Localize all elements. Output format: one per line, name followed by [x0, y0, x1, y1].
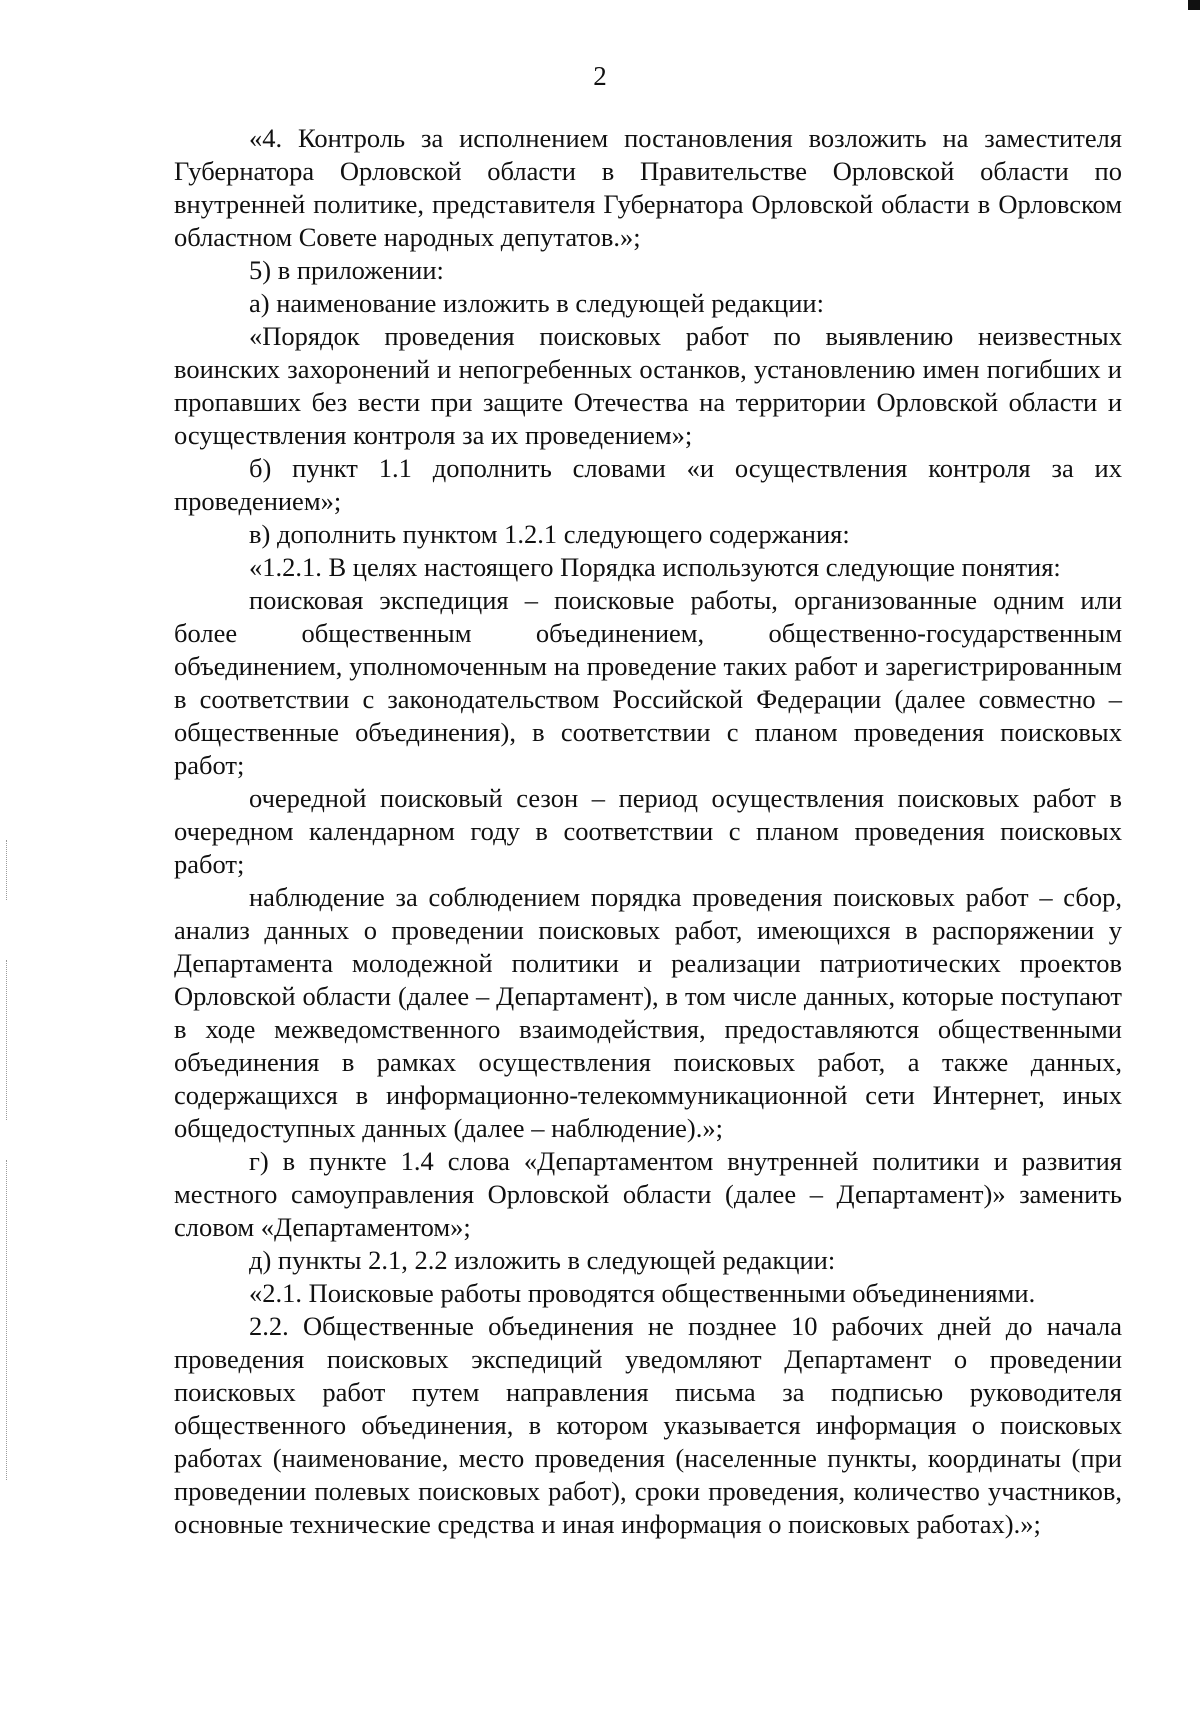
- paragraph: б) пункт 1.1 дополнить словами «и осуществления контроля за их проведением»;: [174, 453, 1122, 516]
- scan-margin-dots: [6, 840, 9, 900]
- paragraph: «4. Контроль за исполнением постановления возложить на заместителя Губернатора Орловской области в Правительстве Орловской области по внутренней политике, представителя Губернатора Орловской области в Орловском областном Совете народных депутатов.»;: [174, 123, 1122, 252]
- paragraph: 2.2. Общественные объединения не позднее 10 рабочих дней до начала проведения поисковых экспедиций уведомляют Департамент о проведении поисковых работ путем направления письма за подписью руководителя общественного объединения, в котором указывается информация о поисковых работах (наименование, место проведения (населенные пункты, координаты (при проведении полевых поисковых работ), сроки проведения, количество участников, основные технические средства и иная информация о поисковых работах).»;: [174, 1311, 1122, 1539]
- paragraph: а) наименование изложить в следующей редакции:: [249, 288, 824, 318]
- paragraph: д) пункты 2.1, 2.2 изложить в следующей редакции:: [249, 1245, 836, 1275]
- paragraph: в) дополнить пунктом 1.2.1 следующего содержания:: [249, 519, 850, 549]
- paragraph: «Порядок проведения поисковых работ по выявлению неизвестных воинских захоронений и непогребенных останков, установлению имен погибших и пропавших без вести при защите Отечества на территории Орловской области и осуществления контроля за их проведением»;: [174, 321, 1122, 450]
- paragraph: «2.1. Поисковые работы проводятся общественными объединениями.: [249, 1278, 1036, 1308]
- paragraph: поисковая экспедиция – поисковые работы, организованные одним или более общественным объединением, общественно-государственным объединением, уполномоченным на проведение таких работ и зарегистрированным в соответствии с законодательством Российской Федерации (далее совместно – общественные объединения), в соответствии с планом проведения поисковых работ;: [174, 585, 1122, 780]
- scan-margin-dots: [6, 960, 9, 1120]
- document-body: [174, 122, 1122, 1541]
- paragraph: наблюдение за соблюдением порядка проведения поисковых работ – сбор, анализ данных о проведении поисковых работ, имеющихся в распоряжении у Департамента молодежной политики и реализации патриотических проектов Орловской области (далее – Департамент), в том числе данных, которые поступают в ходе межведомственного взаимодействия, предоставляются общественными объединения в рамках осуществления поисковых работ, а также данных, содержащихся в информационно-телекоммуникационной сети Интернет, иных общедоступных данных (далее – наблюдение).»;: [174, 882, 1122, 1143]
- scan-corner-mark: [1188, 0, 1200, 10]
- paragraph: г) в пункте 1.4 слова «Департаментом внутренней политики и развития местного самоуправления Орловской области (далее – Департамент)» заменить словом «Департаментом»;: [174, 1146, 1122, 1242]
- paragraph: очередной поисковый сезон – период осуществления поисковых работ в очередном календарном году в соответствии с планом проведения поисковых работ;: [174, 783, 1122, 879]
- paragraph: 5) в приложении:: [249, 255, 444, 285]
- paragraph: «1.2.1. В целях настоящего Порядка используются следующие понятия:: [249, 552, 1061, 582]
- page-number: 2: [593, 61, 607, 91]
- scan-margin-dots: [6, 1160, 9, 1480]
